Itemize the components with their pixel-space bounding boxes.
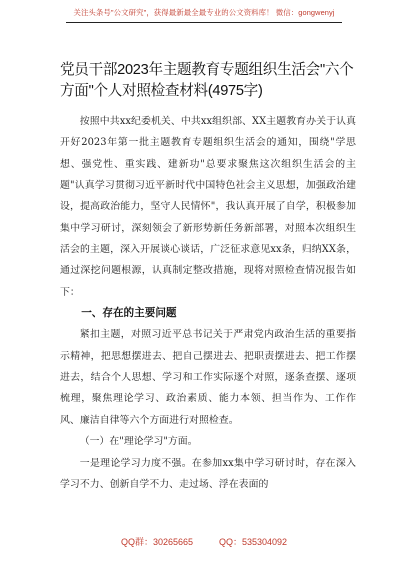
document-body [60,111,356,495]
sub-heading: （一）在"理论学习"方面。 [79,436,198,448]
section-heading: 一、存在的主要问题 [81,307,177,320]
body-paragraph: 紧扣主题，对照习近平总书记关于严肃党内政治生活的重要指示精神，把思想摆进去、把自己摆进去、把职责摆进去、把工作摆进去，结合个人思想、学习和工作实际逐个对照，逐条查摆、逐项梳理，聚焦理论学习、政治素质、能力本领、担当作为、工作作风、廉洁自律等六个方面进行对照检查。 [60,329,356,426]
footer [0,535,408,548]
page-title: 党员干部2023年主题教育专题组织生活会"六个方面"个人对照检查材料(4975字) [60,62,354,99]
body-paragraph: 一是理论学习力度不强。在参加xx集中学习研讨时，存在深入学习不力、创新自学不力、走过场、浮在表面的 [60,457,356,490]
header-divider [66,22,342,23]
footer-qq-group: QQ群：30265665 [120,537,193,547]
intro-paragraph: 按照中共xx纪委机关、中共xx组织部、XX主题教育办关于认真开好2023年第一批主题教育专题组织生活会的通知，围绕"学思想、强党性、重实践、建新功"总要求聚焦这次组织生活会的主题"认真学习贯彻习近平新时代中国特色社会主义思想，加强政治建设，提高政治能力，坚守人民情怀"，我认真开展了自学，积极参加集中学习研讨，深刻领会了新形势新任务新部署，对照本次组织生活会的主题，深入开展谈心谈话，广泛征求意见xx条，归纳XX条，通过深挖问题根源，认真制定整改措施，现将对照检查情况报告如下： [60,116,356,298]
footer-qq: QQ：535304092 [218,537,288,547]
header-banner: 关注头条号"公文研究"，获得最新最全最专业的公文资料库！ 微信：gongwenyj [73,8,335,17]
